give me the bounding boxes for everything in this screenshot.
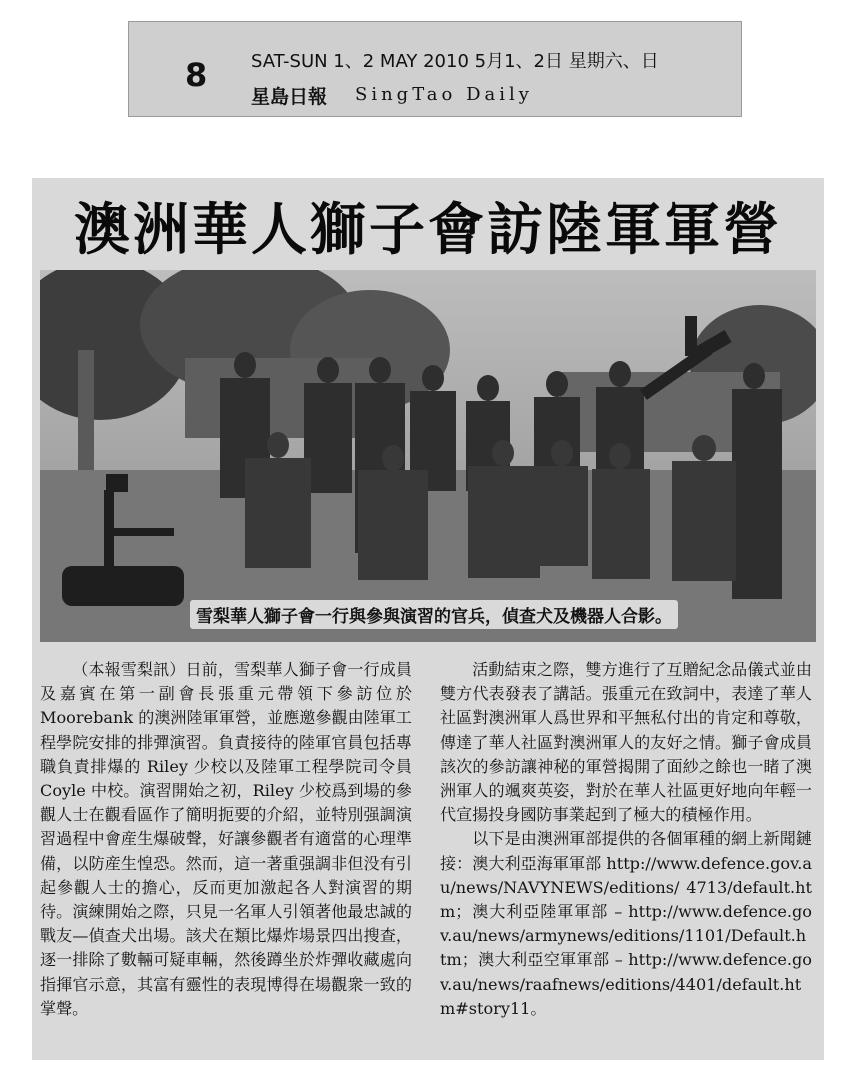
article-links-paragraph: 以下是由澳洲軍部提供的各個軍種的網上新聞鏈接：澳大利亞海軍軍部 http://www.defence.gov.au/news/NAVYNEWS/editions/ 4713/default.htm；澳大利亞陸軍軍部 – http://www.defence.gov.au/news/armynews/editions/1101/Default.htm；澳大利亞空軍軍部 – http://www.defence.gov.au/news/raafnews/editions/4401/default.htm#story11。 (440, 829, 812, 1018)
article-paragraph: （本報雪梨訊）日前，雪梨華人獅子會一行成員及嘉賓在第一副會長張重元帶領下參訪位於 Moorebank 的澳洲陸軍軍營，並應邀參觀由陸軍工程學院安排的排彈演習。負責接待的陸軍官員包括專職負責排爆的 Riley 少校以及陸軍工程學院司令員 Coyle 中校。演習開始之初，Riley 少校爲到場的參觀人士在觀看區作了簡明扼要的介紹，並特別强調演習過程中會産生爆破聲，好讓參觀者有適當的心理準備，以防産生惶恐。然而，這一著重强調非但没有引起參觀人士的擔心，反而更加激起各人對演習的期待。演練開始之際，只見一名軍人引領著他最忠誠的戰友—偵查犬出場。該犬在類比爆炸場景四出搜查，逐一排除了數輛可疑車輛，然後蹲坐於炸彈收藏處向指揮官示意，其富有靈性的表現博得在場觀衆一致的掌聲。 (40, 660, 412, 1018)
publication-name-chinese: 星島日報 (251, 86, 328, 108)
date-line: SAT-SUN 1、2 MAY 2010 5月1、2日 星期六、日 (251, 51, 659, 72)
group-photo-image (40, 270, 816, 642)
photo-caption: 雪梨華人獅子會一行與參與演習的官兵，偵查犬及機器人合影。 (190, 600, 678, 629)
article-headline: 澳洲華人獅子會訪陸軍軍營 (74, 198, 782, 263)
masthead (128, 21, 742, 117)
group-photo (40, 270, 816, 642)
publication-name-english: SingTao Daily (355, 84, 533, 105)
article-column-left (40, 658, 412, 1021)
page-number: 8 (185, 56, 208, 94)
article-paragraph: 活動結束之際，雙方進行了互贈紀念品儀式並由雙方代表發表了講話。張重元在致詞中，表達了華人社區對澳洲軍人爲世界和平無私付出的肯定和尊敬，傳達了華人社區對澳洲軍人的友好之情。獅子會成員該次的參訪讓神秘的軍營揭開了面紗之餘也一睹了澳洲軍人的颯爽英姿，對於在華人社區更好地向年輕一代宣揚投身國防事業起到了極大的積極作用。 (440, 660, 812, 825)
article-column-right (440, 658, 812, 1021)
article-clipping (32, 178, 824, 1060)
